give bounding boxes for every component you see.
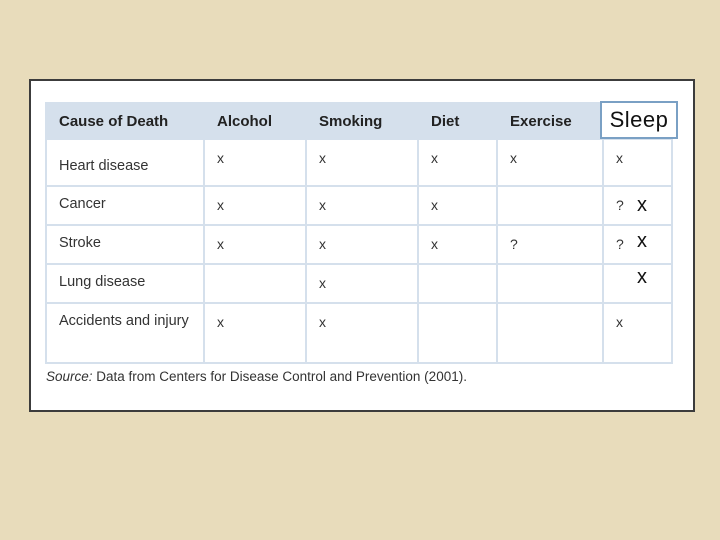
cell-smoking: x [307,140,417,185]
source-label: Source: [46,369,93,384]
header-alcohol: Alcohol [205,104,305,138]
cell-diet: x [419,140,496,185]
cell-exercise: ? [498,226,602,263]
source-text: Data from Centers for Disease Control and Prevention (2001). [92,369,467,384]
header-exercise: Exercise [498,104,602,138]
header-cause: Cause of Death [47,104,203,138]
cell-smoking: x [307,187,417,224]
cell-smoking: x [307,304,417,362]
table-row [47,187,671,224]
table-header-row [47,104,671,138]
table-row [47,265,671,302]
cell-sleep: ? [604,187,671,224]
cell-alcohol [205,265,305,302]
cell-cause: Heart disease [47,140,203,185]
source-citation [46,369,467,384]
cell-exercise [498,304,602,362]
added-mark-cancer: x [637,194,647,216]
cell-smoking: x [307,265,417,302]
added-mark-lung-disease: x [637,266,647,288]
cell-exercise [498,187,602,224]
cell-smoking: x [307,226,417,263]
cell-cause: Accidents and injury [47,304,203,362]
header-diet: Diet [419,104,496,138]
cell-cause: Lung disease [47,265,203,302]
cell-sleep: x [604,140,671,185]
table-row [47,304,671,362]
table-row [47,226,671,263]
cell-sleep: ? [604,226,671,263]
cell-exercise [498,265,602,302]
added-mark-stroke: x [637,230,647,252]
cell-cause: Stroke [47,226,203,263]
sleep-header-overlay: Sleep [600,101,678,139]
cell-alcohol: x [205,226,305,263]
cell-diet [419,304,496,362]
cell-alcohol: x [205,140,305,185]
cell-exercise: x [498,140,602,185]
table-row [47,140,671,185]
cell-diet [419,265,496,302]
cell-alcohol: x [205,187,305,224]
cell-diet: x [419,187,496,224]
header-smoking: Smoking [307,104,417,138]
risk-factor-table [45,102,673,364]
cell-diet: x [419,226,496,263]
cell-sleep: x [604,304,671,362]
cell-alcohol: x [205,304,305,362]
cell-cause: Cancer [47,187,203,224]
